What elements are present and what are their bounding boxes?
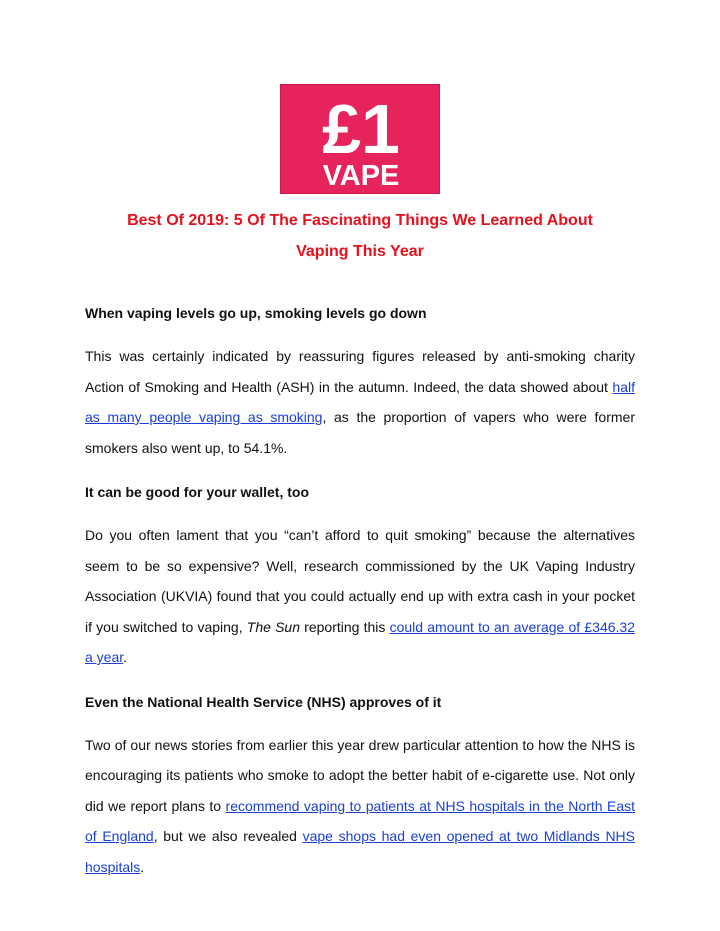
- logo-pound-text: £1: [322, 90, 400, 168]
- link-recommend-vaping[interactable]: recommend vaping to patients at NHS hospitals in the North East of England: [85, 797, 636, 844]
- section-heading: Even the National Health Service (NHS) approves of it: [85, 693, 442, 710]
- link-half-as-many[interactable]: half as many people vaping as smoking: [85, 378, 635, 425]
- article-body: [85, 298, 635, 882]
- brand-logo: [280, 84, 440, 194]
- title-line-1: Best Of 2019: 5 Of The Fascinating Things We Learned About: [127, 212, 593, 229]
- paragraph-text: This was certainly indicated by reassuring figures released by anti-smoking charity Action of Smoking and Health (ASH) in the autumn. Indeed, the data showed about: [85, 348, 635, 395]
- italic-publication: The Sun: [246, 618, 300, 635]
- logo-vape-text: VAPE: [322, 160, 400, 192]
- paragraph-text: Do you often lament that you “can’t afford to quit smoking” because the alternatives seem to be so expensive? Well, research commissioned by the UK Vaping Industry Association (UKVIA) found that you could actually end up with extra cash in your pocket if you switched to vaping,: [85, 527, 635, 635]
- paragraph-text: , but we also revealed: [153, 828, 303, 844]
- section-heading: When vaping levels go up, smoking levels go down: [85, 305, 427, 321]
- paragraph-text: .: [140, 858, 145, 875]
- paragraph-text: Two of our news stories from earlier this year drew particular attention to how the NHS is encouraging its patients who smoke to adopt the better habit of e-cigarette use. Not only did we report plans to: [85, 736, 635, 814]
- link-average-saving[interactable]: could amount to an average of £346.32 a year: [85, 618, 635, 665]
- link-vape-shops[interactable]: vape shops had even opened at two Midlands NHS hospitals: [85, 828, 635, 875]
- section-heading: It can be good for your wallet, too: [85, 484, 310, 500]
- section-paragraph: [85, 520, 635, 673]
- paragraph-text: .: [123, 649, 128, 665]
- paragraph-text: reporting this: [300, 618, 390, 635]
- article-title: [85, 205, 635, 267]
- section-paragraph: [85, 341, 635, 463]
- title-line-2: Vaping This Year: [296, 243, 424, 260]
- paragraph-text: , as the proportion of vapers who were former smokers also went up, to 54.1%.: [85, 409, 635, 456]
- section-paragraph: [85, 730, 635, 883]
